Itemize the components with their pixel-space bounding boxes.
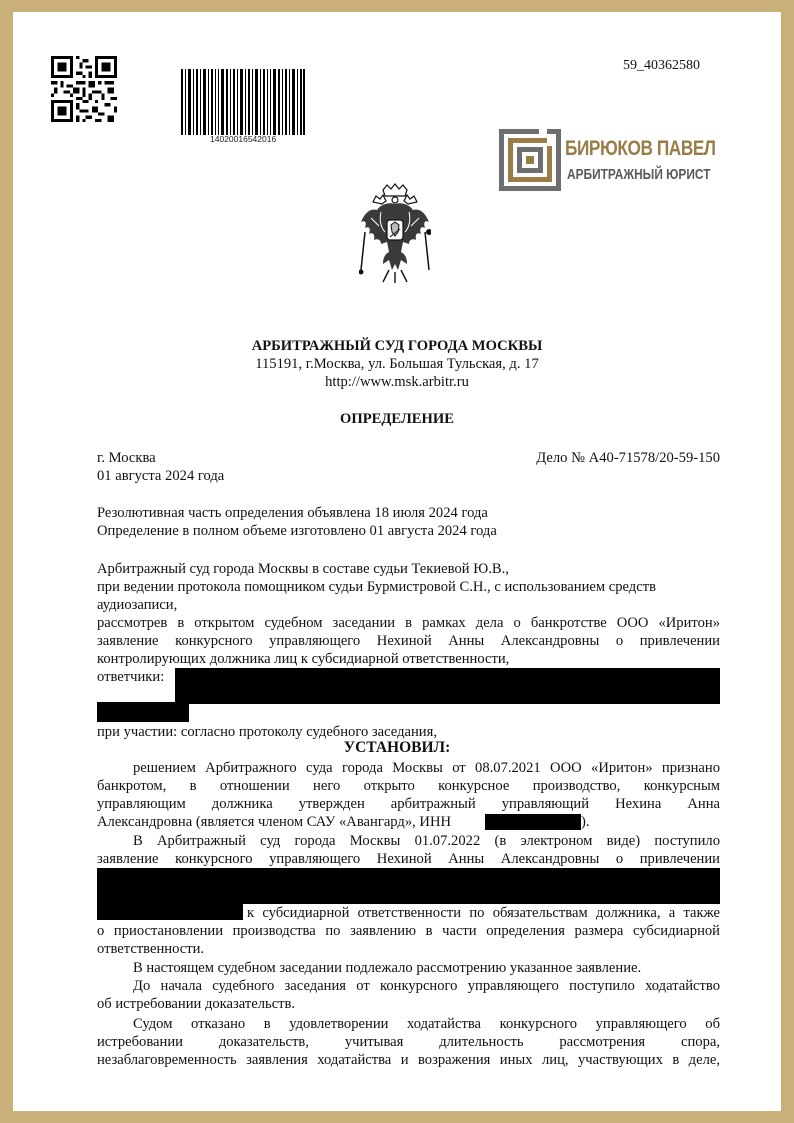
redaction-block — [485, 814, 581, 830]
body-line: банкротом, в отношении него открыто конкурсное производство, конкурсным — [97, 778, 720, 794]
square-spiral-logo-icon — [499, 129, 561, 191]
body-line: незаблаговременность заявления ходатайства и возражения иных лиц, участвующих в деле, — [97, 1052, 720, 1068]
body-line: До начала судебного заседания от конкурсного управляющего поступило ходатайство — [133, 978, 720, 994]
body-line: ответственности. — [97, 941, 205, 957]
announced-line: Резолютивная часть определения объявлена 18 июля 2024 года — [97, 505, 488, 521]
barcode-number: 14020016542016 — [210, 134, 277, 144]
body-line: аудиозаписи, — [97, 597, 178, 613]
lawyer-logo — [499, 129, 734, 196]
established-heading: УСТАНОВИЛ: — [343, 739, 451, 756]
body-line: В настоящем судебном заседании подлежало рассмотрению указанное заявление. — [133, 960, 642, 976]
defendants-label: ответчики: — [97, 669, 165, 685]
body-line: рассмотрев в открытом судебном заседании в рамках дела о банкротстве ООО «Иритон» — [97, 615, 720, 631]
body-line: о приостановлении производства по заявлению в части определения размера субсидиарной — [97, 923, 720, 939]
body-line: ). — [581, 814, 590, 830]
body-line: истребовании доказательств, учитывая длительность рассмотрения спора, — [97, 1034, 720, 1050]
document-page — [13, 12, 781, 1111]
redaction-block — [97, 702, 189, 722]
body-line: к субсидиарной ответственности по обязательствам должника, а также — [247, 905, 720, 921]
redaction-block — [175, 668, 720, 704]
redaction-block — [97, 868, 720, 904]
body-line: при участии: согласно протоколу судебного заседания, — [97, 724, 437, 740]
body-line: Судом отказано в удовлетворении ходатайства конкурсного управляющего об — [133, 1016, 720, 1032]
court-name: АРБИТРАЖНЫЙ СУД ГОРОДА МОСКВЫ — [251, 338, 543, 354]
body-line: заявление конкурсного управляющего Нехиной Анны Александровны о привлечении — [97, 633, 720, 649]
document-title: ОПРЕДЕЛЕНИЕ — [340, 411, 454, 427]
logo-name: БИРЮКОВ ПАВЕЛ — [565, 137, 716, 160]
body-line: управляющим должника утвержден арбитражный управляющий Нехина Анна — [97, 796, 720, 812]
redaction-block — [97, 904, 243, 920]
case-number: Дело № А40-71578/20-59-150 — [536, 450, 720, 466]
document-id: 59_40362580 — [623, 58, 700, 73]
body-line: контролирующих должника лиц к субсидиарной ответственности, — [97, 651, 510, 667]
court-address: 115191, г.Москва, ул. Большая Тульская, д. 17 — [255, 356, 539, 372]
body-line: Арбитражный суд города Москвы в составе судьи Текиевой Ю.В., — [97, 561, 509, 577]
body-line: Александровна (является членом САУ «Авангард», ИНН — [97, 814, 452, 830]
produced-line: Определение в полном объеме изготовлено 01 августа 2024 года — [97, 523, 497, 539]
court-website: http://www.msk.arbitr.ru — [325, 374, 469, 390]
barcode-icon — [181, 69, 305, 135]
logo-subtitle: АРБИТРАЖНЫЙ ЮРИСТ — [567, 167, 711, 183]
body-line: об истребовании доказательств. — [97, 996, 296, 1012]
body-line: заявление конкурсного управляющего Нехиной Анны Александровны о привлечении — [97, 851, 720, 867]
body-line: В Арбитражный суд города Москвы 01.07.2022 (в электроном виде) поступило — [133, 833, 720, 849]
body-line: при ведении протокола помощником судьи Бурмистровой С.Н., с использованием средств — [97, 579, 656, 595]
qr-code-icon — [51, 56, 117, 122]
double-headed-eagle-emblem-icon — [359, 182, 431, 284]
body-line: решением Арбитражного суда города Москвы от 08.07.2021 ООО «Иритон» признано — [133, 760, 720, 776]
city: г. Москва — [97, 450, 156, 466]
document-date: 01 августа 2024 года — [97, 468, 225, 484]
